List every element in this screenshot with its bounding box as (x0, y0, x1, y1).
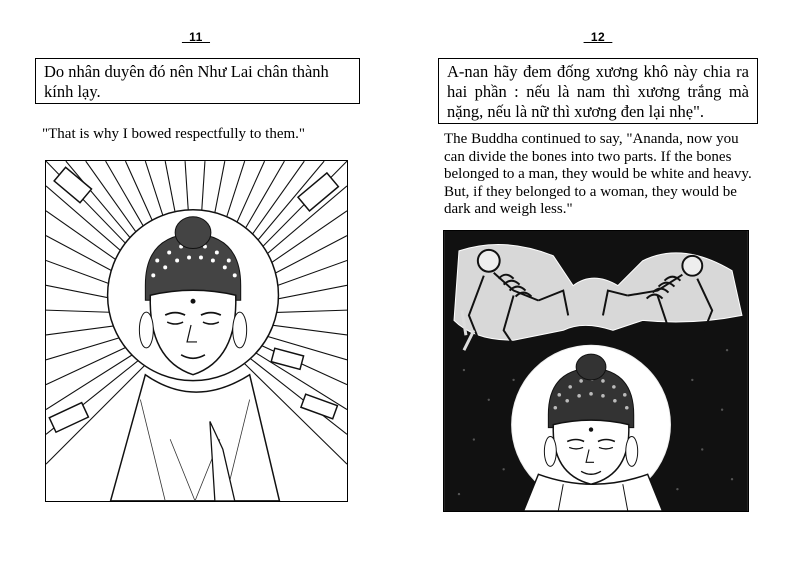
english-caption: "That is why I bowed respectfully to them." (42, 126, 306, 142)
illustration-panel (45, 160, 348, 502)
buddha-skeletons-illustration (444, 231, 748, 511)
vietnamese-caption-box (35, 58, 360, 104)
vietnamese-caption-box (438, 58, 758, 124)
english-caption: The Buddha continued to say, "Ananda, now you can divide the bones into two parts. If the bones belonged to a man, they would be white and heavy. But, if they belonged to a woman, they would be dark and weigh less." (444, 131, 752, 217)
vietnamese-caption: A-nan hãy đem đống xương khô này chia ra hai phần : nếu là nam thì xương trắng mà nặng, nếu là nữ thì xương đen lại nhẹ". (447, 62, 749, 121)
vietnamese-caption: Do nhân duyên đó nên Như Lai chân thành kính lạy. (44, 62, 329, 101)
page-number: _12_ (583, 30, 613, 44)
illustration-panel (443, 230, 749, 512)
page-number: _11_ (181, 30, 211, 44)
right-page (400, 0, 800, 566)
buddha-illustration (46, 161, 347, 501)
